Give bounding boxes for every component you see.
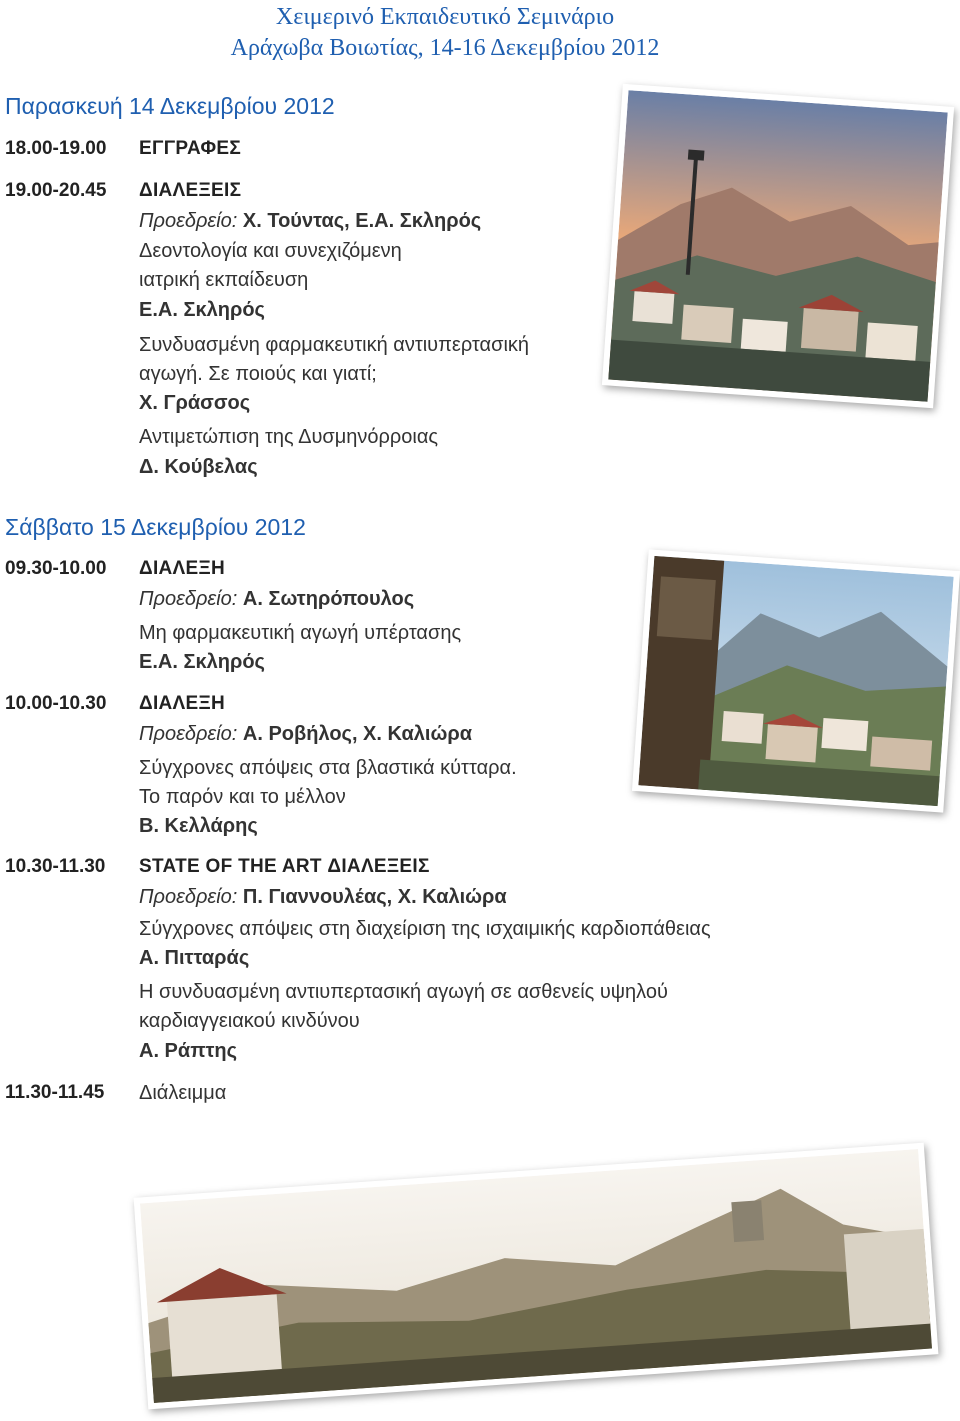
day-heading-friday: Παρασκευή 14 Δεκεμβρίου 2012 <box>5 93 335 119</box>
session-time: 19.00-20.45 <box>5 180 107 201</box>
session-heading: ΔΙΑΛΕΞΕΙΣ <box>139 180 242 201</box>
day-heading-saturday: Σάββατο 15 Δεκεμβρίου 2012 <box>5 514 306 540</box>
page-title: Χειμερινό Εκπαιδευτικό Σεμινάριο <box>275 4 615 30</box>
chair-label: Προεδρείο: <box>139 723 238 745</box>
lecture-title: Το παρόν και το μέλλον <box>139 786 346 808</box>
lecture-title: καρδιαγγειακού κινδύνου <box>139 1010 360 1032</box>
speaker-name: Χ. Γράσσος <box>139 392 251 414</box>
speaker-name: Δ. Κούβελας <box>139 456 258 478</box>
photo-village-sunset <box>602 84 954 408</box>
photo-mountain-village <box>632 549 960 812</box>
chair-label: Προεδρείο: <box>139 210 238 232</box>
session-heading: ΔΙΑΛΕΞΗ <box>139 693 226 714</box>
chair-line <box>139 886 507 909</box>
speaker-name: Β. Κελλάρης <box>139 815 258 837</box>
session-time: 10.00-10.30 <box>5 693 107 714</box>
speaker-name: Ε.Α. Σκληρός <box>139 651 265 673</box>
lecture-title: Μη φαρμακευτική αγωγή υπέρτασης <box>139 622 462 644</box>
session-heading: ΕΓΓΡΑΦΕΣ <box>139 138 242 159</box>
panorama-image <box>140 1149 932 1403</box>
chair-names: Α. Σωτηρόπουλος <box>242 588 415 610</box>
chair-names: Α. Ροβήλος, Χ. Καλιώρα <box>242 723 473 745</box>
lecture-title: αγωγή. Σε ποιούς και γιατί; <box>139 363 377 385</box>
chair-names: Χ. Τούντας, Ε.Α. Σκληρός <box>242 210 482 232</box>
chair-names: Π. Γιαννουλέας, Χ. Καλιώρα <box>242 886 507 908</box>
chair-line <box>139 723 472 746</box>
session-time: 10.30-11.30 <box>5 856 106 877</box>
chair-label: Προεδρείο: <box>139 886 238 908</box>
session-heading: ΔΙΑΛΕΞΗ <box>139 558 226 579</box>
lecture-title: Αντιμετώπιση της Δυσμηνόρροιας <box>139 426 439 448</box>
lecture-title: Η συνδυασμένη αντιυπερτασική αγωγή σε ασθενείς υψηλού <box>139 981 668 1003</box>
village-sunset-image <box>608 90 947 402</box>
session-time: 09.30-10.00 <box>5 558 107 579</box>
mountain-village-image <box>638 556 953 806</box>
session-time: 18.00-19.00 <box>5 138 107 159</box>
speaker-name: Α. Ράπτης <box>139 1040 238 1062</box>
lecture-title: Δεοντολογία και συνεχιζόμενη <box>139 240 402 262</box>
lecture-title: Συνδυασμένη φαρμακευτική αντιυπερτασική <box>139 334 530 356</box>
chair-label: Προεδρείο: <box>139 588 238 610</box>
session-time: 11.30-11.45 <box>5 1082 105 1103</box>
chair-line <box>139 210 481 233</box>
chair-line <box>139 588 414 611</box>
session-heading: STATE OF THE ART ΔΙΑΛΕΞΕΙΣ <box>139 856 430 877</box>
lecture-title: ιατρική εκπαίδευση <box>139 269 309 291</box>
break-label: Διάλειμμα <box>139 1082 227 1104</box>
speaker-name: Ε.Α. Σκληρός <box>139 299 265 321</box>
speaker-name: Α. Πιτταράς <box>139 947 250 969</box>
page-subtitle: Αράχωβα Βοιωτίας, 14-16 Δεκεμβρίου 2012 <box>230 35 660 61</box>
photo-panorama <box>134 1143 939 1410</box>
lecture-title: Σύγχρονες απόψεις στη διαχείριση της ισχαιμικής καρδιοπάθειας <box>139 918 711 940</box>
lecture-title: Σύγχρονες απόψεις στα βλαστικά κύτταρα. <box>139 757 517 779</box>
